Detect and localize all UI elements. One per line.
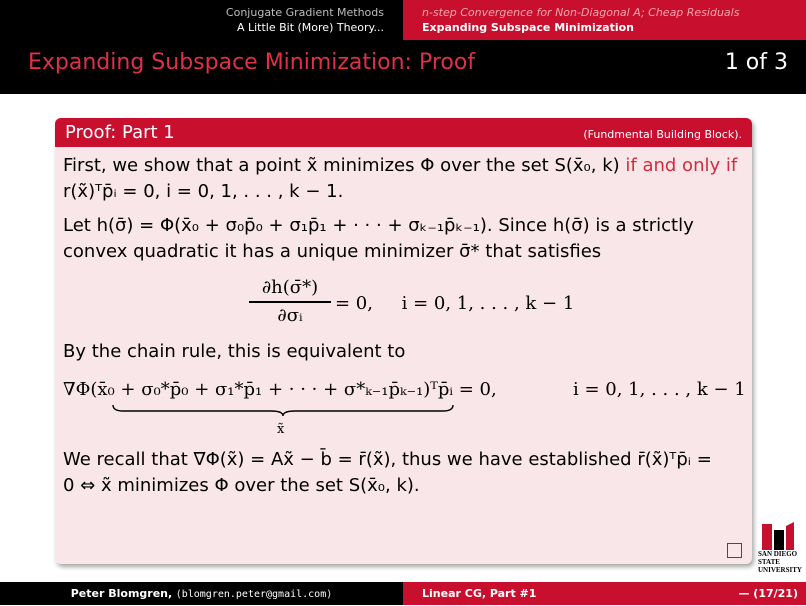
footer-page-number: — (17/21) bbox=[738, 587, 798, 600]
nav-current-section-link[interactable]: n-step Convergence for Non-Diagonal A; Cheap Residuals bbox=[422, 6, 740, 19]
footer-right bbox=[403, 582, 806, 605]
equation-1-numerator: ∂h(σ̄*) bbox=[261, 277, 319, 298]
footer-left bbox=[0, 582, 403, 605]
underbrace-label: x̃ bbox=[277, 422, 285, 437]
proof-block-note: (Fundmental Building Block). bbox=[583, 128, 742, 141]
paragraph-4: We recall that ∇Φ(x̃) = Ax̃ − b̄ = r̄(x̃), thus we have established r̄(x̃)ᵀp̄ᵢ = 0 ⇔ x̃ minimizes Φ over the set S(x̄₀, k). bbox=[63, 449, 712, 496]
nav-subsection-link[interactable]: A Little Bit (More) Theory... bbox=[236, 21, 384, 34]
equation-1-rhs: = 0, i = 0, 1, . . . , k − 1 bbox=[335, 293, 575, 314]
footer-talk-title[interactable]: Linear CG, Part #1 bbox=[422, 587, 537, 600]
qed-symbol-icon bbox=[727, 543, 742, 558]
footer-email[interactable]: ⟨blomgren.peter@gmail.com⟩ bbox=[175, 589, 333, 600]
frame-title: Expanding Subspace Minimization: Proof bbox=[28, 50, 476, 75]
equation-2-rhs: i = 0, 1, . . . , k − 1 bbox=[573, 379, 746, 400]
equation-2 bbox=[63, 371, 744, 443]
paragraph-1-emphasis: if and only if bbox=[625, 155, 738, 176]
paragraph-1-end: r(x̃)ᵀp̄ᵢ = 0, i = 0, 1, . . . , k − 1. bbox=[63, 181, 344, 202]
university-logo-text: SAN DIEGO STATE UNIVERSITY bbox=[758, 550, 802, 574]
underbrace bbox=[111, 403, 455, 417]
frame-title-bar bbox=[0, 40, 806, 94]
nav-section-link[interactable]: Conjugate Gradient Methods bbox=[225, 6, 384, 19]
proof-block-title: Proof: Part 1 bbox=[65, 122, 175, 143]
nav-right-panel bbox=[403, 0, 806, 40]
nav-current-subsection-link[interactable]: Expanding Subspace Minimization bbox=[422, 21, 634, 34]
equation-1-denominator: ∂σᵢ bbox=[277, 304, 303, 326]
proof-block bbox=[55, 118, 752, 564]
paragraph-1 bbox=[63, 153, 744, 205]
paragraph-1-start: First, we show that a point x̃ minimizes Φ over the set S(x̄₀, k) bbox=[63, 155, 620, 176]
proof-block-header bbox=[55, 118, 752, 147]
paragraph-3: By the chain rule, this is equivalent to bbox=[63, 341, 406, 362]
footer-author: Peter Blomgren, bbox=[70, 587, 173, 600]
top-navigation bbox=[0, 0, 806, 40]
footer bbox=[0, 582, 806, 605]
equation-2-lhs: ∇Φ(x̄₀ + σ₀*p̄₀ + σ₁*p̄₁ + · · · + σ*ₖ₋₁p̄ₖ₋₁)ᵀp̄ᵢ = 0, bbox=[63, 379, 497, 400]
frame-counter: 1 of 3 bbox=[724, 50, 788, 75]
proof-block-body bbox=[55, 147, 752, 499]
equation-1 bbox=[63, 273, 744, 335]
paragraph-2: Let h(σ̄) = Φ(x̄₀ + σ₀p̄₀ + σ₁p̄₁ + · · · + σₖ₋₁p̄ₖ₋₁). Since h(σ̄) is a strictly convex quadratic it has a unique minimizer σ̄* that satisfies bbox=[63, 215, 694, 262]
nav-left-panel bbox=[0, 0, 403, 40]
fraction-bar bbox=[249, 301, 331, 303]
